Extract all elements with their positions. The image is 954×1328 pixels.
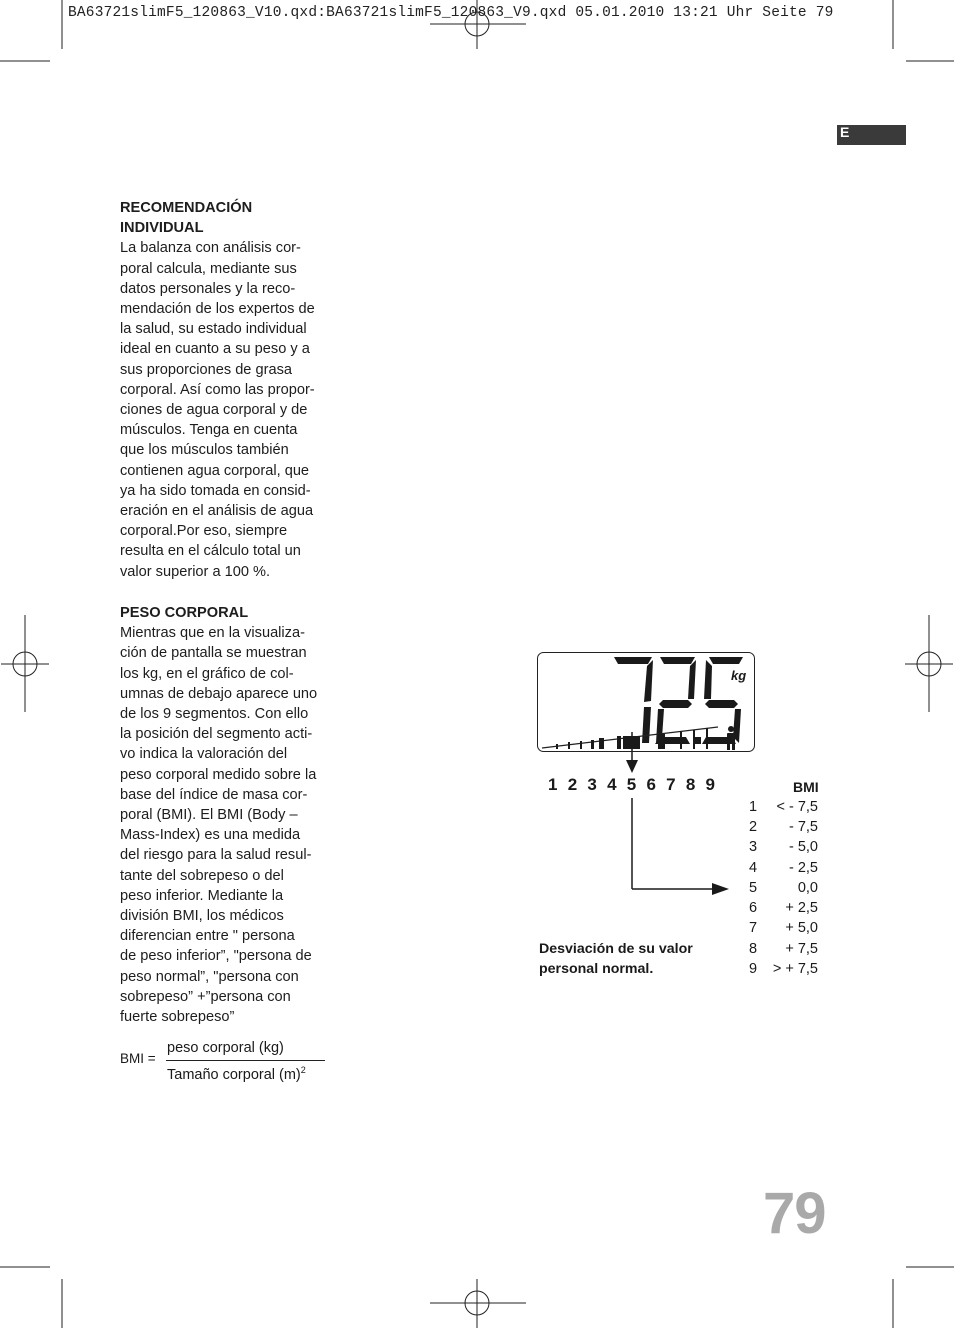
segment-number: 2 <box>567 775 578 794</box>
bmi-table-heading: BMI <box>793 779 819 795</box>
section-peso-corporal <box>120 603 340 1027</box>
text-line: la salud, su estado individual <box>120 321 307 338</box>
text-line: de peso inferior”, "persona de <box>120 948 312 965</box>
fraction-bar <box>166 1060 325 1061</box>
formula-exponent: 2 <box>300 1065 306 1075</box>
text-line: corporal.Por eso, siempre <box>120 523 288 540</box>
caption-line: Desviación de su valor <box>539 941 693 957</box>
text-line: tante del sobrepeso o del <box>120 867 284 884</box>
text-line: diferencian entre " persona <box>120 928 295 945</box>
page-number: 79 <box>763 1181 826 1246</box>
segment-number: 5 <box>626 775 637 794</box>
text-line: peso corporal medido sobre la <box>120 766 317 783</box>
text-line: sobrepeso” +”persona con <box>120 988 291 1005</box>
print-slug: BA63721slimF5_120863_V10.qxd:BA63721slimF5_120863_V9.qxd 05.01.2010 13:21 Uhr Seite 79 <box>68 5 834 21</box>
text-line: los kg, en el gráfico de col- <box>120 665 294 682</box>
formula-denominator-text: Tamaño corporal (m) <box>167 1066 301 1083</box>
text-line: datos personales y la reco- <box>120 280 296 297</box>
section-heading: RECOMENDACIÓN <box>120 200 253 216</box>
formula-label: BMI = <box>120 1051 156 1066</box>
text-line: ción de pantalla se muestran <box>120 645 307 662</box>
unit-label: kg <box>731 668 747 683</box>
bmi-row-value: > + 7,5 <box>772 961 818 977</box>
segment-number: 9 <box>705 775 715 794</box>
text-line: poral calcula, mediante sus <box>120 260 297 277</box>
bmi-row-value: + 7,5 <box>785 941 818 957</box>
bmi-row-value: - 5,0 <box>788 839 818 855</box>
bmi-row-number: 2 <box>749 819 758 835</box>
bmi-row-number: 7 <box>749 920 758 936</box>
text-line: umnas de debajo aparece uno <box>120 685 318 702</box>
text-line: sus proporciones de grasa <box>120 361 292 378</box>
text-line: ciones de agua corporal y de <box>120 402 308 419</box>
bmi-row-value: + 2,5 <box>785 900 818 916</box>
text-line: base del índice de masa cor- <box>120 786 308 803</box>
text-line: del riesgo para la salud resul- <box>120 847 312 864</box>
bmi-row-value: < - 7,5 <box>776 799 818 815</box>
text-line: ya ha sido tomada en consid- <box>120 482 311 499</box>
section-recomendacion <box>120 198 340 582</box>
text-line: valor superior a 100 %. <box>120 563 271 580</box>
text-line: ideal en cuanto a su peso y a <box>120 341 310 358</box>
text-line: fuerte sobrepeso” <box>120 1009 235 1026</box>
text-line: corporal. Así como las propor- <box>120 381 315 398</box>
bmi-row-value: + 5,0 <box>785 920 818 936</box>
text-line: peso inferior. Mediante la <box>120 887 284 904</box>
segment-number: 3 <box>587 775 597 794</box>
formula-denominator <box>167 1065 306 1083</box>
caption-line: personal normal. <box>539 961 654 978</box>
text-line: división BMI, los médicos <box>120 908 284 925</box>
text-line: vo indica la valoración del <box>120 746 288 763</box>
bmi-row-value: - 2,5 <box>788 860 818 876</box>
segment-number: 4 <box>607 775 617 794</box>
bmi-row-number: 1 <box>749 799 758 815</box>
language-tab: E <box>837 125 906 145</box>
bmi-row-number: 6 <box>749 900 758 916</box>
bmi-row-number: 3 <box>749 839 758 855</box>
arrow-right-icon <box>712 883 729 895</box>
bmi-row-number: 5 <box>749 880 758 896</box>
text-line: músculos. Tenga en cuenta <box>120 422 298 439</box>
text-line: eración en el análisis de agua <box>120 503 314 520</box>
bmi-row-number: 8 <box>749 941 758 957</box>
text-line: contienen agua corporal, que <box>120 462 310 479</box>
arrow-down-icon <box>626 760 638 773</box>
text-line: Mientras que en la visualiza- <box>120 625 305 642</box>
bmi-row-value: 0,0 <box>797 880 818 896</box>
text-line: resulta en el cálculo total un <box>120 543 301 560</box>
bmi-row-value: - 7,5 <box>788 819 818 835</box>
section-heading: INDIVIDUAL <box>120 220 204 237</box>
text-line: La balanza con análisis cor- <box>120 240 301 257</box>
text-line: peso normal”, "persona con <box>120 968 299 985</box>
text-line: poral (BMI). El BMI (Body – <box>120 807 298 824</box>
bmi-row-number: 4 <box>749 860 758 876</box>
segment-number: 7 <box>666 775 676 794</box>
bmi-row-number: 9 <box>749 961 758 977</box>
text-line: mendación de los expertos de <box>120 301 315 318</box>
indicator-arrows <box>610 730 740 900</box>
section-heading: PESO CORPORAL <box>120 605 249 621</box>
segment-number: 6 <box>646 775 656 794</box>
segment-number: 8 <box>685 775 696 794</box>
segment-number: 1 <box>548 775 558 794</box>
text-line: que los músculos también <box>120 442 289 459</box>
text-line: la posición del segmento acti- <box>120 726 313 743</box>
formula-numerator: peso corporal (kg) <box>167 1040 284 1056</box>
deviation-caption <box>539 939 693 980</box>
text-line: de los 9 segmentos. Con ello <box>120 706 309 723</box>
text-line: Mass-Index) es una medida <box>120 827 301 844</box>
